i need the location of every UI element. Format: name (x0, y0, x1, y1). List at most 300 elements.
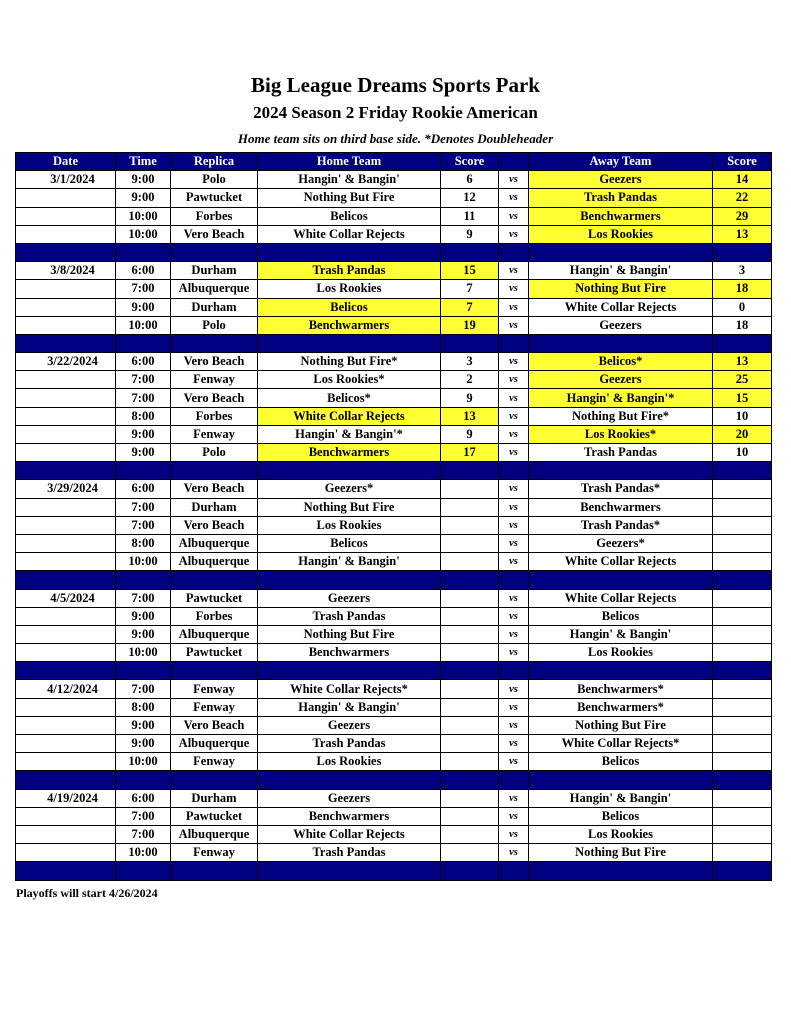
game-time: 7:00 (116, 825, 171, 843)
home-score: 7 (441, 298, 499, 316)
game-replica-field: Albuquerque (171, 735, 258, 753)
week-separator (16, 771, 772, 789)
game-row (16, 589, 772, 607)
home-team: Trash Pandas (258, 844, 441, 862)
game-time: 7:00 (116, 516, 171, 534)
away-score (713, 534, 772, 552)
vs-label: vs (499, 316, 529, 334)
game-row (16, 825, 772, 843)
vs-label: vs (499, 189, 529, 207)
separator-cell (441, 571, 499, 589)
separator-cell (441, 862, 499, 880)
away-score (713, 644, 772, 662)
vs-label: vs (499, 353, 529, 371)
game-date: 3/1/2024 (16, 171, 116, 189)
away-score: 13 (713, 353, 772, 371)
page-subtitle: 2024 Season 2 Friday Rookie American (253, 103, 538, 122)
vs-label: vs (499, 807, 529, 825)
away-team: Benchwarmers* (529, 698, 713, 716)
game-time: 10:00 (116, 753, 171, 771)
vs-label: vs (499, 625, 529, 643)
away-score: 18 (713, 280, 772, 298)
home-score: 3 (441, 353, 499, 371)
away-team: Trash Pandas* (529, 480, 713, 498)
game-time: 7:00 (116, 389, 171, 407)
game-row (16, 444, 772, 462)
vs-label: vs (499, 589, 529, 607)
game-time: 10:00 (116, 553, 171, 571)
game-replica-field: Durham (171, 498, 258, 516)
game-time: 7:00 (116, 807, 171, 825)
away-score: 18 (713, 316, 772, 334)
home-score: 7 (441, 280, 499, 298)
away-score (713, 716, 772, 734)
game-date: 3/22/2024 (16, 353, 116, 371)
away-score (713, 680, 772, 698)
vs-label: vs (499, 698, 529, 716)
vs-label: vs (499, 644, 529, 662)
separator-cell (441, 662, 499, 680)
separator-cell (258, 862, 441, 880)
home-score: 12 (441, 189, 499, 207)
separator-cell (258, 771, 441, 789)
game-time: 10:00 (116, 844, 171, 862)
game-date (16, 553, 116, 571)
away-score: 3 (713, 262, 772, 280)
home-score (441, 735, 499, 753)
game-date (16, 389, 116, 407)
game-replica-field: Albuquerque (171, 625, 258, 643)
home-team: Los Rookies* (258, 371, 441, 389)
col-header-home-score: Score (441, 153, 499, 171)
home-team: Trash Pandas (258, 262, 441, 280)
home-team: Geezers (258, 589, 441, 607)
home-team: Trash Pandas (258, 607, 441, 625)
vs-label: vs (499, 716, 529, 734)
separator-cell (16, 243, 116, 261)
away-team: White Collar Rejects (529, 553, 713, 571)
game-time: 9:00 (116, 716, 171, 734)
home-score (441, 789, 499, 807)
home-score: 15 (441, 262, 499, 280)
game-date (16, 644, 116, 662)
game-row (16, 407, 772, 425)
game-date (16, 207, 116, 225)
home-score (441, 607, 499, 625)
away-team: Los Rookies (529, 225, 713, 243)
game-replica-field: Fenway (171, 844, 258, 862)
home-team: White Collar Rejects (258, 407, 441, 425)
home-team: Hangin' & Bangin'* (258, 425, 441, 443)
game-replica-field: Vero Beach (171, 353, 258, 371)
separator-cell (441, 243, 499, 261)
col-header-time: Time (116, 153, 171, 171)
game-row (16, 280, 772, 298)
home-team: Los Rookies (258, 516, 441, 534)
separator-cell (116, 862, 171, 880)
page-title: Big League Dreams Sports Park (251, 73, 540, 97)
home-team: White Collar Rejects* (258, 680, 441, 698)
away-score: 22 (713, 189, 772, 207)
away-score: 13 (713, 225, 772, 243)
home-score: 2 (441, 371, 499, 389)
game-replica-field: Polo (171, 444, 258, 462)
game-row (16, 534, 772, 552)
game-date (16, 716, 116, 734)
table-header-row (16, 153, 772, 171)
home-score (441, 498, 499, 516)
separator-cell (441, 771, 499, 789)
home-team: Benchwarmers (258, 316, 441, 334)
game-date (16, 444, 116, 462)
home-team: Los Rookies (258, 753, 441, 771)
game-time: 6:00 (116, 480, 171, 498)
separator-cell (529, 771, 713, 789)
vs-label: vs (499, 825, 529, 843)
vs-label: vs (499, 171, 529, 189)
away-score (713, 516, 772, 534)
schedule-note: Home team sits on third base side. *Denotes Doubleheader (237, 131, 554, 146)
separator-cell (529, 662, 713, 680)
vs-label: vs (499, 789, 529, 807)
game-time: 6:00 (116, 353, 171, 371)
game-time: 9:00 (116, 189, 171, 207)
separator-cell (713, 462, 772, 480)
separator-cell (441, 462, 499, 480)
game-date: 4/12/2024 (16, 680, 116, 698)
home-team: Nothing But Fire (258, 189, 441, 207)
home-score (441, 716, 499, 734)
game-replica-field: Polo (171, 171, 258, 189)
home-score: 9 (441, 225, 499, 243)
home-score: 11 (441, 207, 499, 225)
home-score (441, 534, 499, 552)
home-team: Geezers* (258, 480, 441, 498)
col-header-away-score: Score (713, 153, 772, 171)
game-row (16, 389, 772, 407)
vs-label: vs (499, 425, 529, 443)
game-replica-field: Durham (171, 262, 258, 280)
game-row (16, 716, 772, 734)
away-score: 29 (713, 207, 772, 225)
separator-cell (713, 571, 772, 589)
home-score: 6 (441, 171, 499, 189)
home-score (441, 516, 499, 534)
home-score (441, 807, 499, 825)
away-team: White Collar Rejects (529, 298, 713, 316)
separator-cell (499, 462, 529, 480)
game-replica-field: Fenway (171, 425, 258, 443)
game-row (16, 698, 772, 716)
game-time: 10:00 (116, 644, 171, 662)
vs-label: vs (499, 407, 529, 425)
game-replica-field: Albuquerque (171, 534, 258, 552)
game-replica-field: Vero Beach (171, 480, 258, 498)
week-separator (16, 662, 772, 680)
vs-label: vs (499, 444, 529, 462)
vs-label: vs (499, 371, 529, 389)
vs-label: vs (499, 262, 529, 280)
home-team: Hangin' & Bangin' (258, 171, 441, 189)
game-date (16, 407, 116, 425)
home-team: Belicos* (258, 389, 441, 407)
vs-label: vs (499, 480, 529, 498)
game-replica-field: Albuquerque (171, 553, 258, 571)
away-score: 20 (713, 425, 772, 443)
separator-cell (713, 862, 772, 880)
game-time: 7:00 (116, 371, 171, 389)
game-row (16, 225, 772, 243)
away-score: 15 (713, 389, 772, 407)
home-team: White Collar Rejects (258, 225, 441, 243)
away-score: 0 (713, 298, 772, 316)
game-replica-field: Vero Beach (171, 389, 258, 407)
game-time: 9:00 (116, 298, 171, 316)
away-team: Belicos* (529, 353, 713, 371)
home-score: 9 (441, 425, 499, 443)
game-date (16, 298, 116, 316)
home-team: Trash Pandas (258, 735, 441, 753)
game-row (16, 607, 772, 625)
game-replica-field: Forbes (171, 207, 258, 225)
vs-label: vs (499, 844, 529, 862)
game-time: 7:00 (116, 280, 171, 298)
game-row (16, 625, 772, 643)
vs-label: vs (499, 753, 529, 771)
home-team: Benchwarmers (258, 644, 441, 662)
game-row (16, 753, 772, 771)
game-replica-field: Fenway (171, 753, 258, 771)
separator-cell (713, 771, 772, 789)
separator-cell (171, 462, 258, 480)
home-score (441, 553, 499, 571)
home-score (441, 480, 499, 498)
home-team: Benchwarmers (258, 807, 441, 825)
separator-cell (171, 571, 258, 589)
game-row (16, 516, 772, 534)
separator-cell (499, 662, 529, 680)
home-score (441, 625, 499, 643)
week-separator (16, 862, 772, 880)
col-header-home-team: Home Team (258, 153, 441, 171)
separator-cell (258, 462, 441, 480)
away-team: Trash Pandas* (529, 516, 713, 534)
separator-cell (116, 771, 171, 789)
game-row (16, 353, 772, 371)
separator-cell (171, 862, 258, 880)
home-score: 17 (441, 444, 499, 462)
col-header-replica: Replica (171, 153, 258, 171)
game-replica-field: Pawtucket (171, 589, 258, 607)
away-score (713, 480, 772, 498)
separator-cell (16, 334, 116, 352)
separator-cell (529, 862, 713, 880)
away-score (713, 807, 772, 825)
game-row (16, 553, 772, 571)
game-date (16, 498, 116, 516)
game-date (16, 607, 116, 625)
game-time: 6:00 (116, 262, 171, 280)
separator-cell (16, 462, 116, 480)
game-row (16, 207, 772, 225)
away-score: 10 (713, 407, 772, 425)
away-team: Hangin' & Bangin' (529, 789, 713, 807)
away-team: Nothing But Fire (529, 844, 713, 862)
away-team: Trash Pandas (529, 444, 713, 462)
away-team: Nothing But Fire (529, 716, 713, 734)
home-team: Los Rookies (258, 280, 441, 298)
away-team: Nothing But Fire (529, 280, 713, 298)
game-row (16, 316, 772, 334)
separator-cell (171, 243, 258, 261)
game-time: 8:00 (116, 698, 171, 716)
away-score (713, 589, 772, 607)
separator-cell (258, 243, 441, 261)
game-time: 10:00 (116, 207, 171, 225)
home-score (441, 644, 499, 662)
away-score (713, 698, 772, 716)
game-time: 10:00 (116, 225, 171, 243)
separator-cell (529, 571, 713, 589)
separator-cell (16, 662, 116, 680)
game-date (16, 825, 116, 843)
schedule-table (15, 152, 772, 881)
home-team: Belicos (258, 298, 441, 316)
game-time: 8:00 (116, 534, 171, 552)
separator-cell (529, 462, 713, 480)
game-date (16, 844, 116, 862)
game-date: 3/29/2024 (16, 480, 116, 498)
home-score: 9 (441, 389, 499, 407)
game-replica-field: Fenway (171, 698, 258, 716)
away-team: Trash Pandas (529, 189, 713, 207)
game-time: 7:00 (116, 680, 171, 698)
game-replica-field: Fenway (171, 371, 258, 389)
vs-label: vs (499, 498, 529, 516)
game-time: 9:00 (116, 625, 171, 643)
week-separator (16, 334, 772, 352)
game-row (16, 189, 772, 207)
separator-cell (16, 771, 116, 789)
vs-label: vs (499, 553, 529, 571)
away-score: 25 (713, 371, 772, 389)
away-team: Geezers (529, 171, 713, 189)
game-replica-field: Forbes (171, 607, 258, 625)
separator-cell (499, 334, 529, 352)
home-team: Belicos (258, 207, 441, 225)
game-row (16, 644, 772, 662)
separator-cell (171, 771, 258, 789)
game-time: 6:00 (116, 789, 171, 807)
away-score: 10 (713, 444, 772, 462)
home-score: 13 (441, 407, 499, 425)
home-team: Hangin' & Bangin' (258, 553, 441, 571)
home-score: 19 (441, 316, 499, 334)
game-row (16, 498, 772, 516)
away-team: Los Rookies (529, 825, 713, 843)
game-time: 9:00 (116, 735, 171, 753)
game-time: 7:00 (116, 589, 171, 607)
away-team: Nothing But Fire* (529, 407, 713, 425)
game-date (16, 225, 116, 243)
away-team: Geezers (529, 371, 713, 389)
game-replica-field: Vero Beach (171, 716, 258, 734)
playoffs-note: Playoffs will start 4/26/2024 (16, 886, 158, 900)
separator-cell (499, 571, 529, 589)
separator-cell (499, 862, 529, 880)
game-time: 9:00 (116, 444, 171, 462)
game-time: 9:00 (116, 171, 171, 189)
home-team: Geezers (258, 789, 441, 807)
col-header-date: Date (16, 153, 116, 171)
home-score (441, 844, 499, 862)
game-row (16, 735, 772, 753)
game-replica-field: Albuquerque (171, 280, 258, 298)
home-team: Benchwarmers (258, 444, 441, 462)
game-time: 9:00 (116, 607, 171, 625)
separator-cell (116, 571, 171, 589)
separator-cell (116, 462, 171, 480)
game-date (16, 534, 116, 552)
away-score (713, 553, 772, 571)
game-replica-field: Vero Beach (171, 516, 258, 534)
away-team: Belicos (529, 607, 713, 625)
separator-cell (529, 334, 713, 352)
away-team: Hangin' & Bangin'* (529, 389, 713, 407)
separator-cell (441, 334, 499, 352)
game-row (16, 480, 772, 498)
game-date (16, 189, 116, 207)
home-score (441, 753, 499, 771)
away-score (713, 825, 772, 843)
vs-label: vs (499, 516, 529, 534)
away-score: 14 (713, 171, 772, 189)
vs-label: vs (499, 280, 529, 298)
game-date (16, 735, 116, 753)
vs-label: vs (499, 735, 529, 753)
game-date (16, 698, 116, 716)
game-date (16, 371, 116, 389)
week-separator (16, 462, 772, 480)
game-replica-field: Pawtucket (171, 189, 258, 207)
away-team: Hangin' & Bangin' (529, 262, 713, 280)
away-score (713, 789, 772, 807)
col-header-away-team: Away Team (529, 153, 713, 171)
separator-cell (529, 243, 713, 261)
game-time: 10:00 (116, 316, 171, 334)
game-date (16, 807, 116, 825)
vs-label: vs (499, 680, 529, 698)
game-row (16, 371, 772, 389)
vs-label: vs (499, 534, 529, 552)
game-date: 4/19/2024 (16, 789, 116, 807)
game-date: 3/8/2024 (16, 262, 116, 280)
separator-cell (16, 571, 116, 589)
game-row (16, 171, 772, 189)
separator-cell (499, 243, 529, 261)
away-score (713, 498, 772, 516)
game-date (16, 316, 116, 334)
game-row (16, 298, 772, 316)
col-header-vs (499, 153, 529, 171)
game-date: 4/5/2024 (16, 589, 116, 607)
home-team: Nothing But Fire (258, 498, 441, 516)
game-replica-field: Vero Beach (171, 225, 258, 243)
separator-cell (499, 771, 529, 789)
game-date (16, 516, 116, 534)
away-team: Belicos (529, 807, 713, 825)
game-date (16, 425, 116, 443)
